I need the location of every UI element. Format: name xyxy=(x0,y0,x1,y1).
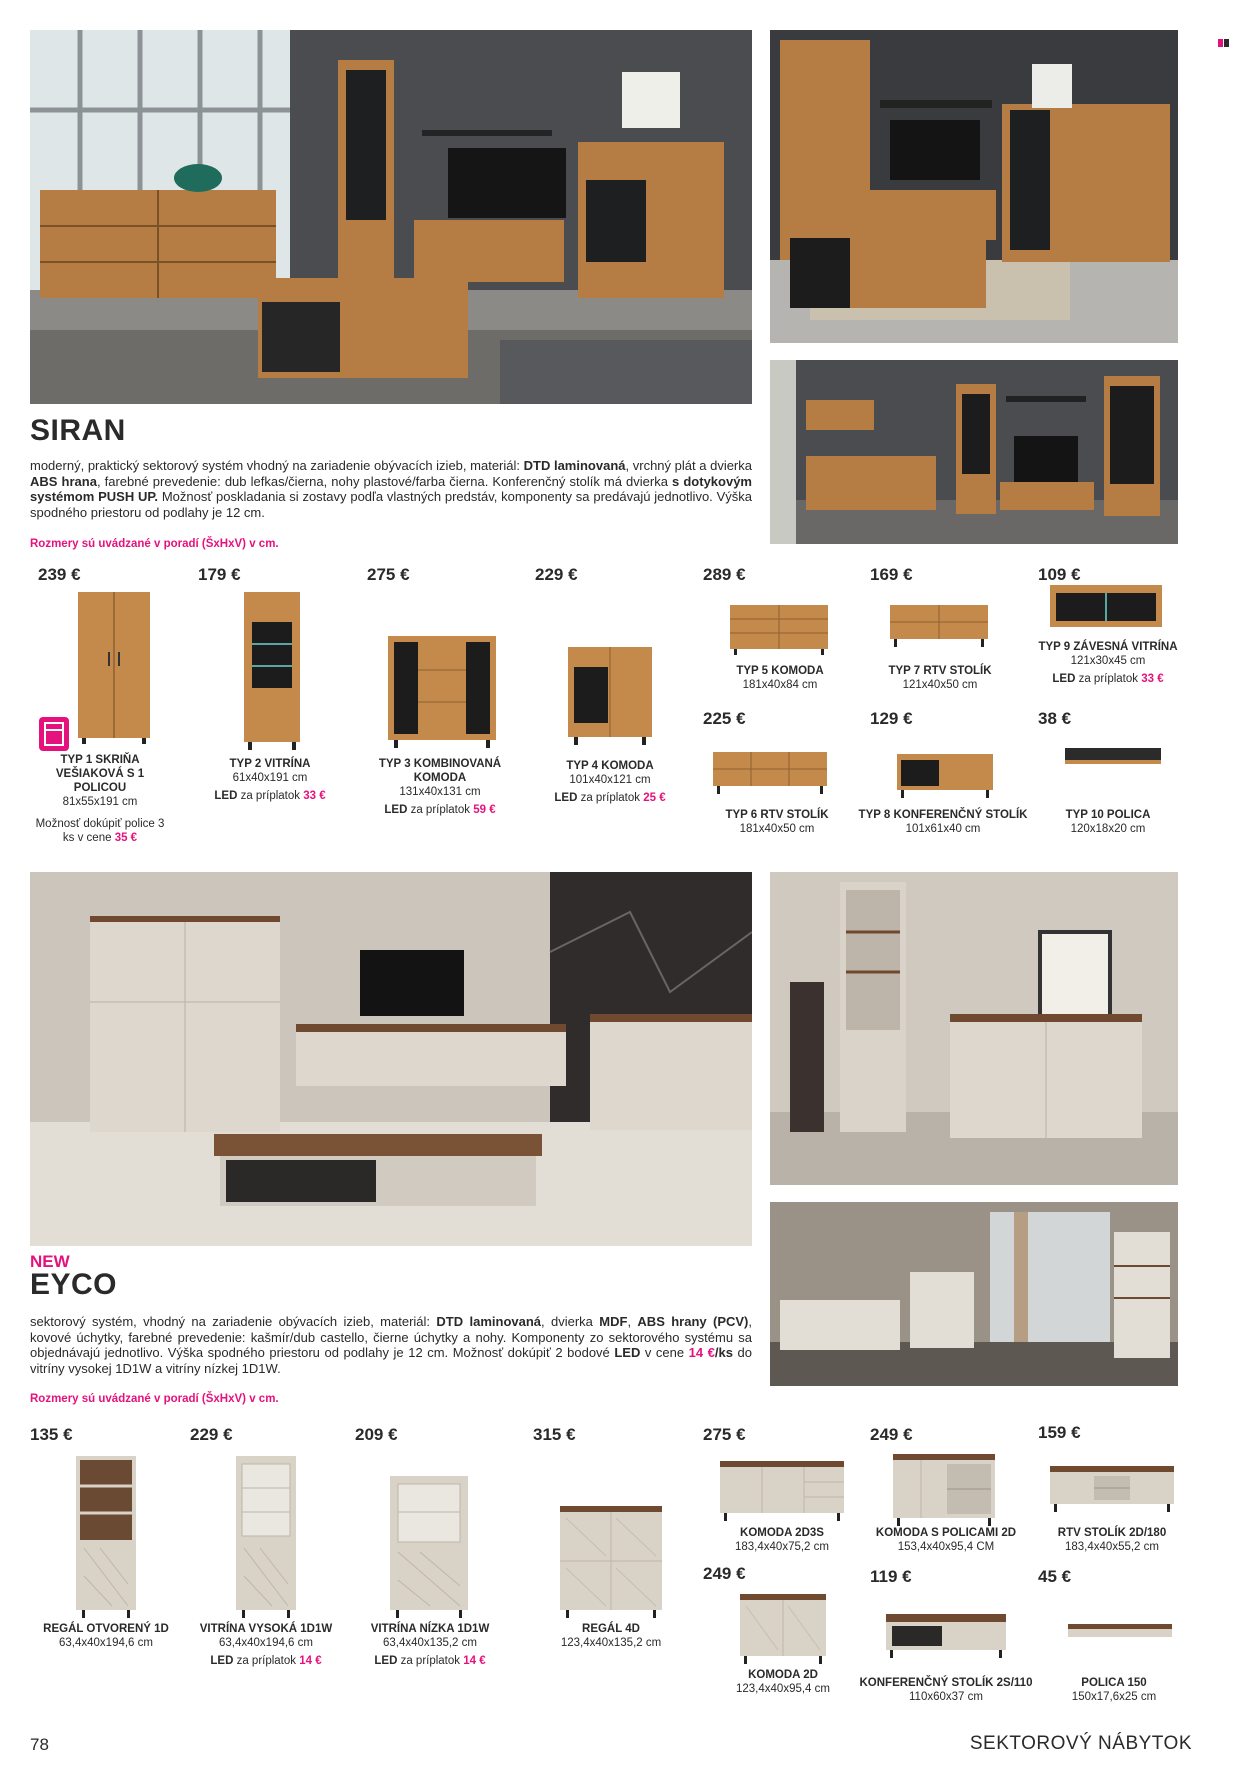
eyco-photo-3 xyxy=(770,1202,1178,1386)
price-tag: 249 € xyxy=(870,1425,913,1444)
siran-photo-2 xyxy=(770,30,1178,343)
siran-typ1-wardrobe-image xyxy=(78,592,150,744)
price-tag: 239 € xyxy=(38,565,81,584)
siran-title: SIRAN xyxy=(30,414,126,447)
siran-typ2-vitrine-image xyxy=(244,592,300,750)
eyco-dimensions-note: Rozmery sú uvádzané v poradí (ŠxHxV) v cm. xyxy=(30,1393,279,1405)
price-tag: 179 € xyxy=(198,565,241,584)
eyco-komoda-2d-image xyxy=(740,1594,826,1664)
eyco-photo-2 xyxy=(770,872,1178,1185)
price-tag: 159 € xyxy=(1038,1423,1081,1442)
eyco-tv-stand-label: RTV STOLÍK 2D/180 183,4x40x55,2 cm xyxy=(1057,1527,1167,1553)
siran-typ7-label: TYP 7 RTV STOLÍK 121x40x50 cm xyxy=(888,665,992,691)
eyco-tv-stand-image xyxy=(1050,1466,1174,1512)
price-tag: 129 € xyxy=(870,709,913,728)
eyco-description: sektorový systém, vhodný na zariadenie obývacích izieb, materiál: DTD laminovaná, dvierka MDF, ABS hrany (PCV), kovové úchytky, farebné prevedenie: kašmír/dub castello, čierne úchytky a nohy. Komponenty zo sektorového systému sa objednávajú jednotlivo. Výška spodného priestoru od podlahy je 12 cm. Možnosť dokúpiť 2 bodové LED v cene 14 €/ks do vitríny vysokej 1D1W a vitríny nízkej 1D1W. xyxy=(30,1314,753,1376)
new-badge: NEW xyxy=(30,1252,70,1271)
eyco-komoda-2d3s-label: KOMODA 2D3S 183,4x40x75,2 cm xyxy=(735,1527,829,1553)
siran-typ3-combined-dresser-image xyxy=(388,636,496,748)
siran-typ8-label: TYP 8 KONFERENČNÝ STOLÍK 101x61x40 cm xyxy=(858,809,1028,835)
eyco-low-vitrine-label: VITRÍNA NÍZKA 1D1W 63,4x40x135,2 cm LED za príplatok 14 € xyxy=(370,1623,490,1667)
price-tag: 289 € xyxy=(703,565,746,584)
page-number: 78 xyxy=(30,1735,49,1754)
siran-typ8-coffee-table-image xyxy=(897,754,993,798)
eyco-title: EYCO xyxy=(30,1268,118,1301)
siran-photo-3 xyxy=(770,360,1178,544)
eyco-regal-4d-image xyxy=(560,1506,662,1618)
price-tag: 209 € xyxy=(355,1425,398,1444)
eyco-coffee-table-image xyxy=(886,1614,1006,1658)
eyco-open-shelf-image xyxy=(76,1456,136,1618)
eyco-coffee-table-label: KONFERENČNÝ STOLÍK 2S/110 110x60x37 cm xyxy=(859,1677,1033,1703)
wardrobe-interior-icon xyxy=(38,716,70,752)
price-tag: 135 € xyxy=(30,1425,73,1444)
eyco-tall-vitrine-label: VITRÍNA VYSOKÁ 1D1W 63,4x40x194,6 cm LED za príplatok 14 € xyxy=(199,1623,333,1667)
siran-typ10-shelf-image xyxy=(1065,748,1161,766)
price-tag: 315 € xyxy=(533,1425,576,1444)
siran-main-photo xyxy=(30,30,752,404)
price-tag: 169 € xyxy=(870,565,913,584)
siran-description: moderný, praktický sektorový systém vhodný na zariadenie obývacích izieb, materiál: DTD laminovaná, vrchný plát a dvierka ABS hrana, farebné prevedenie: dub lefkas/čierna, nohy plastové/farba čierna. Konferenčný stolík má dvierka s dotykovým systémom PUSH UP. Možnosť poskladania si zostavy podľa vlastných predstáv, komponenty sa predávajú jednotlivo. Výška spodného priestoru od podlahy je 12 cm. xyxy=(30,458,752,520)
siran-typ5-label: TYP 5 KOMODA 181x40x84 cm xyxy=(736,665,824,691)
siran-typ6-tv-stand-image xyxy=(713,752,827,794)
siran-typ1-label: TYP 1 SKRIŇA VEŠIAKOVÁ S 1 POLICOU 81x55x191 cm Možnosť dokúpiť police 3 ks v cene 35 € xyxy=(35,754,165,844)
eyco-komoda-shelves-image xyxy=(893,1454,995,1526)
siran-dimensions-note: Rozmery sú uvádzané v poradí (ŠxHxV) v cm. xyxy=(30,538,279,550)
eyco-low-vitrine-image xyxy=(390,1476,468,1618)
siran-typ7-tv-stand-image xyxy=(890,605,988,647)
siran-typ9-hanging-vitrine-image xyxy=(1050,585,1162,627)
price-tag: 275 € xyxy=(703,1425,746,1444)
price-tag: 229 € xyxy=(190,1425,233,1444)
eyco-regal-4d-label: REGÁL 4D 123,4x40x135,2 cm xyxy=(560,1623,662,1649)
brand-mark-icon xyxy=(1218,34,1230,42)
price-tag: 275 € xyxy=(367,565,410,584)
siran-typ10-label: TYP 10 POLICA 120x18x20 cm xyxy=(1065,809,1151,835)
price-tag: 109 € xyxy=(1038,565,1081,584)
eyco-open-shelf-label: REGÁL OTVORENÝ 1D 63,4x40x194,6 cm xyxy=(43,1623,169,1649)
siran-typ3-label: TYP 3 KOMBINOVANÁ KOMODA 131x40x131 cm LED za príplatok 59 € xyxy=(378,758,502,816)
siran-typ2-label: TYP 2 VITRÍNA 61x40x191 cm LED za príplatok 33 € xyxy=(214,758,326,802)
price-tag: 225 € xyxy=(703,709,746,728)
siran-typ4-label: TYP 4 KOMODA 101x40x121 cm LED za príplatok 25 € xyxy=(554,760,666,804)
section-name: SEKTOROVÝ NÁBYTOK xyxy=(969,1733,1192,1754)
eyco-komoda-shelves-label: KOMODA S POLICAMI 2D 153,4x40x95,4 CM xyxy=(875,1527,1017,1553)
siran-typ5-dresser-image xyxy=(730,605,828,655)
eyco-tall-vitrine-image xyxy=(236,1456,296,1618)
siran-typ6-label: TYP 6 RTV STOLÍK 181x40x50 cm xyxy=(725,809,829,835)
siran-typ4-dresser-image xyxy=(568,647,652,745)
eyco-komoda-2d-label: KOMODA 2D 123,4x40x95,4 cm xyxy=(736,1669,830,1695)
eyco-shelf-150-image xyxy=(1068,1624,1172,1640)
eyco-komoda-2d3s-image xyxy=(720,1461,844,1521)
price-tag: 249 € xyxy=(703,1564,746,1583)
eyco-main-photo xyxy=(30,872,752,1246)
price-tag: 119 € xyxy=(870,1567,912,1586)
siran-typ9-label: TYP 9 ZÁVESNÁ VITRÍNA 121x30x45 cm LED za príplatok 33 € xyxy=(1038,641,1178,685)
price-tag: 229 € xyxy=(535,565,578,584)
price-tag: 38 € xyxy=(1038,709,1072,728)
price-tag: 45 € xyxy=(1038,1567,1072,1586)
eyco-shelf-150-label: POLICA 150 150x17,6x25 cm xyxy=(1071,1677,1157,1703)
